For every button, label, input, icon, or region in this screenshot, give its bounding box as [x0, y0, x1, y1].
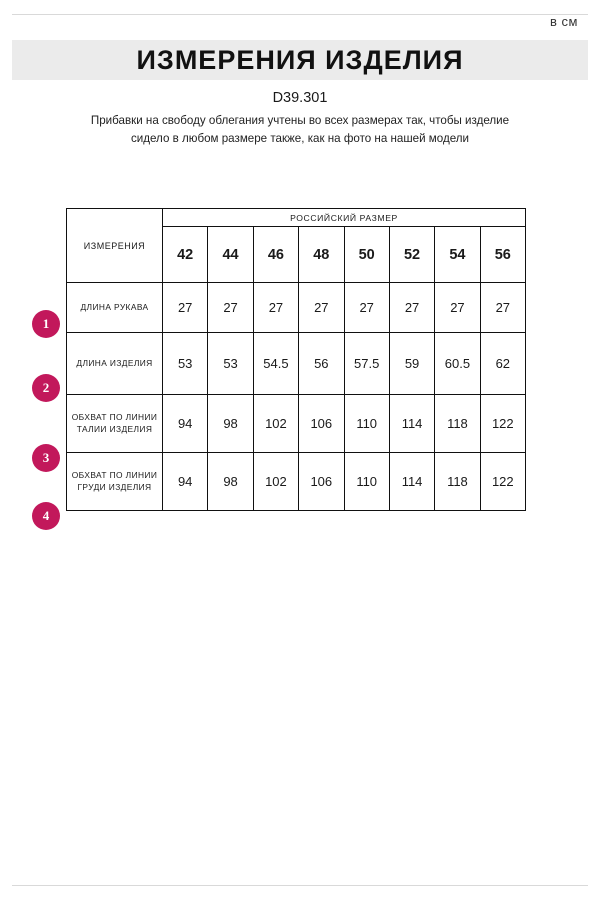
row-marker-3: 3 — [32, 444, 60, 472]
cell-waist-56: 122 — [480, 395, 525, 453]
cell-length-44: 53 — [208, 333, 253, 395]
table-row — [67, 333, 526, 395]
size-header-52: 52 — [389, 227, 434, 283]
cell-length-50: 57.5 — [344, 333, 389, 395]
table-row — [67, 395, 526, 453]
row-label-chest-circumference: ОБХВАТ ПО ЛИНИИ ГРУДИ ИЗДЕЛИЯ — [67, 453, 163, 511]
cell-waist-46: 102 — [253, 395, 298, 453]
cell-sleeve-50: 27 — [344, 283, 389, 333]
cell-chest-44: 98 — [208, 453, 253, 511]
fit-note: Прибавки на свободу облегания учтены во всех размерах так, чтобы изделие сидело в любом размере также, как на фото на нашей модели — [90, 114, 510, 145]
size-header-48: 48 — [299, 227, 344, 283]
row-label-garment-length: ДЛИНА ИЗДЕЛИЯ — [67, 333, 163, 395]
size-header-54: 54 — [435, 227, 480, 283]
page-title: ИЗМЕРЕНИЯ ИЗДЕЛИЯ — [136, 44, 464, 75]
column-header-measurements: ИЗМЕРЕНИЯ — [67, 209, 163, 283]
measurements-table-wrapper — [66, 208, 526, 511]
row-markers — [0, 208, 66, 608]
size-header-56: 56 — [480, 227, 525, 283]
cell-length-56: 62 — [480, 333, 525, 395]
row-label-waist-circumference: ОБХВАТ ПО ЛИНИИ ТАЛИИ ИЗДЕЛИЯ — [67, 395, 163, 453]
size-header-42: 42 — [163, 227, 208, 283]
column-group-header-russian-size: РОССИЙСКИЙ РАЗМЕР — [163, 209, 526, 227]
table-row — [67, 283, 526, 333]
cell-chest-42: 94 — [163, 453, 208, 511]
cell-length-54: 60.5 — [435, 333, 480, 395]
measurements-table — [66, 208, 526, 511]
unit-label: в см — [550, 14, 578, 29]
size-header-44: 44 — [208, 227, 253, 283]
cell-waist-54: 118 — [435, 395, 480, 453]
cell-sleeve-44: 27 — [208, 283, 253, 333]
cell-sleeve-54: 27 — [435, 283, 480, 333]
cell-sleeve-46: 27 — [253, 283, 298, 333]
cell-waist-52: 114 — [389, 395, 434, 453]
cell-length-48: 56 — [299, 333, 344, 395]
cell-chest-50: 110 — [344, 453, 389, 511]
row-marker-2: 2 — [32, 374, 60, 402]
cell-waist-50: 110 — [344, 395, 389, 453]
cell-length-42: 53 — [163, 333, 208, 395]
cell-waist-44: 98 — [208, 395, 253, 453]
cell-waist-48: 106 — [299, 395, 344, 453]
cell-chest-56: 122 — [480, 453, 525, 511]
row-label-sleeve-length: ДЛИНА РУКАВА — [67, 283, 163, 333]
cell-chest-48: 106 — [299, 453, 344, 511]
article-code: D39.301 — [272, 90, 328, 106]
cell-sleeve-42: 27 — [163, 283, 208, 333]
cell-waist-42: 94 — [163, 395, 208, 453]
cell-length-46: 54.5 — [253, 333, 298, 395]
cell-sleeve-48: 27 — [299, 283, 344, 333]
cell-chest-46: 102 — [253, 453, 298, 511]
row-marker-1: 1 — [32, 310, 60, 338]
cell-sleeve-52: 27 — [389, 283, 434, 333]
cell-chest-54: 118 — [435, 453, 480, 511]
title-row — [12, 40, 588, 80]
size-header-46: 46 — [253, 227, 298, 283]
table-group-header-row — [67, 209, 526, 227]
cell-chest-52: 114 — [389, 453, 434, 511]
cell-length-52: 59 — [389, 333, 434, 395]
size-header-50: 50 — [344, 227, 389, 283]
table-row — [67, 453, 526, 511]
cell-sleeve-56: 27 — [480, 283, 525, 333]
row-marker-4: 4 — [32, 502, 60, 530]
